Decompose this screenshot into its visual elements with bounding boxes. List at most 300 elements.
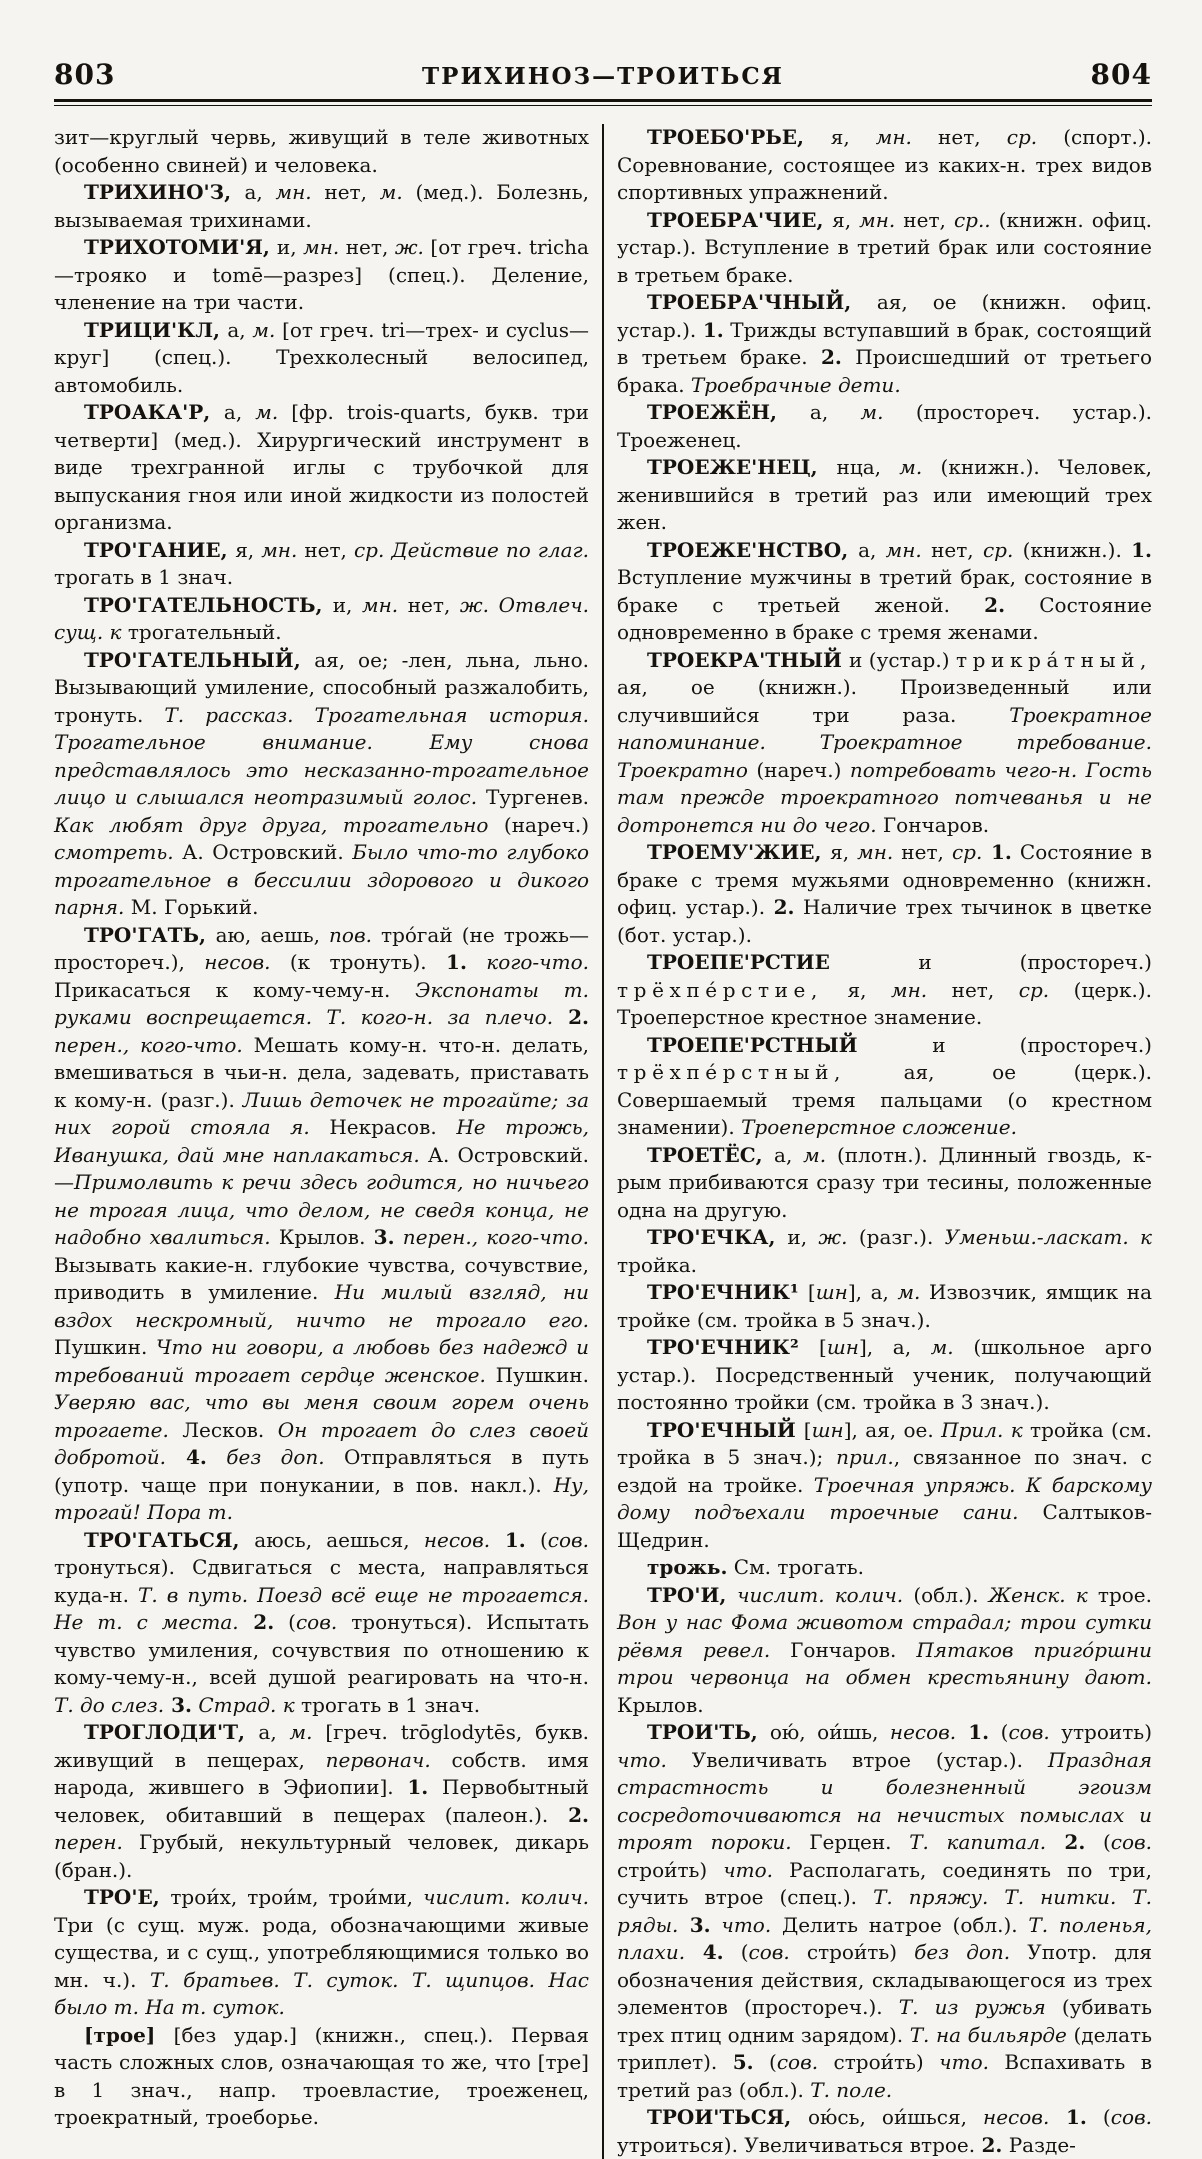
entry-headword-or-sense-number: ТРОЕЖЁН, xyxy=(647,400,810,424)
dictionary-entry xyxy=(54,124,589,179)
entry-text-run: Салтыков-Щедрин. xyxy=(617,1500,1152,1552)
dictionary-entry xyxy=(617,1224,1152,1279)
entry-text-run: Первобытный человек, обитавший в пещерах (палеон.). xyxy=(54,1775,589,1827)
entry-text-run: потребовать чего-н. Гость там прежде троекратного потчеванья и не дотронется ни до чего. xyxy=(617,757,1152,837)
entry-text-run: и, xyxy=(787,1225,819,1249)
entry-headword-or-sense-number: ТРО'ГАТЬСЯ, xyxy=(84,1527,255,1552)
entry-headword-or-sense-number: ТРО'ЕЧКА, xyxy=(647,1225,788,1249)
entry-headword-or-sense-number: [трое] xyxy=(84,2022,174,2047)
entry-text-run: Лесков. xyxy=(168,1417,278,1442)
entry-text-run: Вызывать какие-н. глубокие чувства, сочувствие, приводить в умиление. xyxy=(54,1252,589,1304)
entry-text-run: и (устар.) xyxy=(849,647,956,672)
entry-text-run: Лишь деточек не трогайте; за них горой стояла я. xyxy=(54,1087,589,1139)
dictionary-entry xyxy=(617,399,1152,454)
entry-text-run: мн. xyxy=(885,537,922,562)
dictionary-entry xyxy=(54,592,589,647)
entry-text-run: ая, ое (церк.). Совершаемый тремя пальцами (о крестном знамении). xyxy=(617,1060,1152,1139)
entry-text-run: ср. xyxy=(1018,977,1050,1002)
entry-text-run: что. xyxy=(710,1912,772,1937)
entry-text-run: Извозчик, ямщик на тройке (см. тройка в 5 знач.). xyxy=(617,1280,1152,1332)
entry-headword-or-sense-number: ТРОИ'ТЬСЯ, xyxy=(647,2105,808,2129)
entry-text-run: (плотн.). Длинный гвоздь, к-рым прибиваются сразу три тесины, положенные одна на другую. xyxy=(617,1142,1152,1222)
entry-text-run: ою́, ои́шь, xyxy=(769,1720,890,1744)
entry-text-run: Некрасов. xyxy=(309,1115,457,1139)
entry-headword-or-sense-number: 2. xyxy=(238,1610,275,1634)
entry-text-run: Располагать, соединять по три, сучить втрое (спец.). xyxy=(617,1857,1152,1909)
entry-text-run: тройка (см. тройка в 5 знач.); xyxy=(617,1417,1152,1469)
entry-text-run: что. xyxy=(939,2050,989,2074)
entry-headword-or-sense-number: ТРОЕЖЕ'НСТВО, xyxy=(647,537,859,562)
entry-headword-or-sense-number: 2. xyxy=(773,895,795,919)
entry-text-run: трёхпе́рстие, xyxy=(617,977,823,1002)
entry-text-run: нет, xyxy=(927,977,1019,1002)
entry-text-run: аюсь, аешься, xyxy=(254,1527,424,1552)
entry-text-run: (церк.). Троеперстное крестное знамение. xyxy=(617,977,1152,1029)
entry-text-run: что. xyxy=(617,1747,667,1772)
dictionary-entry xyxy=(54,179,589,234)
entry-text-run: Уверяю вас, что вы меня своим горем очень трогаете. xyxy=(54,1390,589,1442)
entry-text-run: Прил. к xyxy=(941,1417,1023,1442)
entry-text-run: а, xyxy=(223,400,256,424)
entry-text-run: нет, xyxy=(311,180,380,204)
entry-text-run: Троечная упряжь. К барскому дому подъехали троечные сани. xyxy=(617,1472,1152,1524)
entry-text-run: тройка. xyxy=(617,1252,698,1277)
entry-text-run: Вступление мужчины в третий брак, состояние в браке с третьей женой. xyxy=(617,565,1152,617)
entry-text-run: ( xyxy=(1085,1830,1111,1854)
entry-headword-or-sense-number: ТРО'ЕЧНИК¹ xyxy=(647,1280,808,1304)
entry-text-run: Т. рассказ. Трогательная история. Трогательное внимание. Ему снова представлялось это несказанно-трогательное лицо и слышался неотразимый голос. xyxy=(54,702,589,809)
entry-text-run: Состояние в браке с тремя мужьями одновременно (книжн. офиц. устар.). xyxy=(617,840,1153,919)
entry-headword-or-sense-number: ТРОЕТЁС, xyxy=(647,1142,775,1167)
entry-text-run: м. xyxy=(803,1142,827,1167)
entry-text-run: Вспахивать в третий раз (обл.). xyxy=(617,2050,1152,2102)
entry-text-run: нет, xyxy=(339,235,395,259)
entry-headword-or-sense-number: ТРОЕЖЕ'НЕЦ, xyxy=(647,455,837,479)
entry-text-run: Делить натрое (обл.). xyxy=(771,1912,1029,1937)
entry-text-run: нет, xyxy=(893,840,952,864)
entry-text-run: трогательный. xyxy=(121,620,282,644)
entry-text-run: шн xyxy=(811,1417,844,1442)
entry-text-run: ( xyxy=(525,1527,548,1552)
entry-text-run: м. xyxy=(252,317,276,342)
entry-text-run: [ xyxy=(819,1335,827,1359)
entry-text-run: мн. xyxy=(857,840,894,864)
entry-text-run: а, xyxy=(227,317,253,342)
entry-text-run: Не трожь, Иванушка, дай мне наплакаться. xyxy=(54,1115,589,1167)
entry-text-run: строи́ть) xyxy=(789,1940,915,1964)
entry-text-run: тронуться). Испытать чувство умиления, сочувствия по отношению к кому-чему-н., всей душой реагировать на что-н. xyxy=(54,1610,590,1689)
entry-text-run: (нареч.) xyxy=(488,812,590,837)
entry-text-run: строи́ть) xyxy=(617,1857,724,1882)
dictionary-entry xyxy=(617,1334,1152,1417)
entry-text-run: а, xyxy=(258,1720,290,1744)
entry-text-run: утроиться). Увеличиваться втрое. xyxy=(617,2132,982,2157)
entry-text-run: пов. xyxy=(329,922,372,947)
entry-text-run: шн xyxy=(815,1280,848,1304)
entry-text-run: ( xyxy=(1086,2105,1111,2129)
entry-text-run: Крылов. xyxy=(617,1692,704,1717)
dictionary-entry xyxy=(54,647,589,922)
entry-headword-or-sense-number: 1. xyxy=(982,840,1012,864)
entry-text-run: Происшедший от третьего брака. xyxy=(617,345,1152,397)
entry-text-run: трое. xyxy=(1087,1582,1152,1607)
dictionary-entry xyxy=(54,399,589,537)
dictionary-entry xyxy=(54,234,589,317)
entry-text-run: сов. xyxy=(295,1610,338,1634)
dictionary-entry xyxy=(54,922,589,1527)
entry-text-run: А. Островский.— xyxy=(54,1142,590,1194)
entry-text-run: смотреть. xyxy=(54,840,174,864)
entry-text-run: мн. xyxy=(890,977,928,1002)
entry-headword-or-sense-number: 1. xyxy=(407,1775,429,1799)
dictionary-entry xyxy=(617,289,1152,399)
entry-text-run: Троебрачные дети. xyxy=(690,372,901,397)
entry-text-run: сов. xyxy=(748,1940,790,1964)
entry-headword-or-sense-number: ТРО'ЕЧНИК² xyxy=(647,1335,819,1359)
entry-text-run: и (простореч.) xyxy=(918,950,1152,974)
entry-text-run: сов. xyxy=(1110,1830,1153,1854)
entry-headword-or-sense-number: 2. xyxy=(984,592,1006,617)
entry-text-run: несов. xyxy=(204,950,271,974)
entry-text-run: сов. xyxy=(776,2050,819,2074)
entry-text-run: ая, ое (книжн.). Произведенный или случившийся три раза. xyxy=(617,675,1152,727)
entry-text-run: Как любят друг друга, трогательно xyxy=(54,812,489,837)
entry-headword-or-sense-number: ТРО'ГАТЬ, xyxy=(84,922,216,947)
entry-text-run: (убивать трех птиц одним зарядом). xyxy=(617,1995,1152,2047)
entry-headword-or-sense-number: ТРОЕПЕ'РСТНЫЙ xyxy=(647,1032,933,1057)
entry-text-run: ая, ое (книжн. офиц. устар.). xyxy=(617,290,1152,342)
entry-text-run: трои́х, трои́м, трои́ми, xyxy=(170,1885,424,1909)
entry-text-run: а, xyxy=(244,180,276,204)
entry-text-run: Гончаров. xyxy=(876,812,990,837)
entry-text-run: Примолвить к речи здесь годится, но ничьего не трогая лица, что делом, не сведя конца, не надобно хвалиться. xyxy=(54,1170,589,1249)
entry-text-run: м. xyxy=(289,1720,313,1744)
entry-text-run: м. xyxy=(930,1335,954,1359)
entry-text-run: ], а, xyxy=(847,1280,898,1304)
entry-text-run: ср. xyxy=(982,537,1014,562)
entry-text-run: Увеличивать втрое (устар.). xyxy=(666,1747,1048,1772)
entry-text-run: и, xyxy=(276,235,304,259)
dictionary-entry xyxy=(617,454,1152,537)
entry-headword-or-sense-number: 3. xyxy=(164,1692,193,1717)
entry-text-run: тронуться). Сдвигаться с места, направляться куда-н. xyxy=(54,1555,589,1607)
entry-text-run: (книжн.). xyxy=(1013,537,1132,562)
dictionary-entry xyxy=(617,537,1152,647)
entry-text-run: А. Островский. xyxy=(173,840,353,864)
entry-text-run: я, xyxy=(822,977,891,1002)
entry-headword-or-sense-number: 4. xyxy=(685,1940,724,1964)
entry-text-run: (книжн.). Человек, женившийся в третий раз или имеющий трех жен. xyxy=(617,455,1152,534)
dictionary-entry xyxy=(617,1279,1152,1334)
entry-text-run: [фр. trois-quarts, букв. три четверти] (мед.). Хирургический инструмент в виде трехгранной иглы с трубочкой для выпускания гноя или иной жидкости из полостей организма. xyxy=(54,400,590,534)
header-rule xyxy=(54,99,1152,106)
page-number-left: 803 xyxy=(54,58,116,91)
dictionary-entry xyxy=(617,2104,1152,2159)
entry-text-run: Страд. к xyxy=(192,1692,295,1717)
entry-text-run: (мед.). Болезнь, вызываемая трихинами. xyxy=(54,180,590,232)
entry-headword-or-sense-number: ТРО'И, xyxy=(647,1582,738,1607)
entry-text-run: Прикасаться к кому-чему-н. xyxy=(54,977,416,1002)
entry-text-run: Разде- xyxy=(1002,2132,1076,2157)
entry-headword-or-sense-number: ТРО'ЕЧНЫЙ xyxy=(647,1417,804,1442)
entry-text-run: Пушкин. xyxy=(54,1335,156,1359)
entry-text-run: Отправляться в путь (употр. чаще при понукании, в пов. накл.). xyxy=(54,1445,590,1497)
entry-text-run: Т. пряжу. Т. нитки. Т. ряды. xyxy=(617,1885,1153,1937)
entry-text-run: Ну, трогай! Пора т. xyxy=(54,1472,589,1524)
entry-text-run: Состояние одновременно в браке с тремя женами. xyxy=(617,592,1152,644)
entry-text-run: (делать триплет). xyxy=(617,2022,1152,2074)
dictionary-entry xyxy=(54,2022,589,2132)
entry-text-run: Мешать кому-н. что-н. делать, вмешиваться в чьи-н. дела, задевать, приставать к кому-н. (разг.). xyxy=(54,1032,590,1112)
entry-text-run: Употр. для обозначения действия, складывающегося из трех элементов (простореч.). xyxy=(617,1940,1153,2019)
entry-text-run: кого-что. xyxy=(466,950,589,974)
entry-headword-or-sense-number: 1. xyxy=(446,950,467,974)
entry-text-run: несов. xyxy=(889,1720,957,1744)
entry-text-run: числит. колич. xyxy=(423,1885,590,1909)
entry-text-run: См. трогать. xyxy=(727,1555,865,1579)
dictionary-entry xyxy=(54,537,589,592)
text-columns xyxy=(54,124,1152,2159)
entry-text-run: м. xyxy=(860,400,884,424)
entry-text-run: прил. xyxy=(836,1445,894,1469)
dictionary-entry xyxy=(617,124,1152,207)
entry-text-run: трёхпе́рстный, xyxy=(617,1060,846,1084)
entry-text-run: (обл.). xyxy=(903,1582,989,1607)
entry-headword-or-sense-number: ТРО'ГАТЕЛЬНОСТЬ, xyxy=(84,592,333,617)
entry-text-run: перен., кого-что. xyxy=(394,1225,589,1249)
entry-headword-or-sense-number: трожь. xyxy=(647,1555,728,1579)
entry-text-run: без доп. xyxy=(914,1940,1011,1964)
entry-text-run: (школьное арго устар.). Посредственный ученик, получающий постоянно тройки (см. тройка в 3 знач.). xyxy=(617,1335,1152,1414)
entry-text-run: м. xyxy=(379,180,403,204)
entry-headword-or-sense-number: 1. xyxy=(956,1720,990,1744)
entry-text-run: Праздная страстность и болезненный эгоизм сосредоточиваются на нечистых помыслах и троят пороки. xyxy=(617,1747,1152,1854)
page-number-right: 804 xyxy=(1090,58,1152,91)
entry-text-run: Ни милый взгляд, ни вздох нескромный, ничто не трогало его. xyxy=(54,1280,589,1332)
dictionary-entry xyxy=(617,1582,1152,1720)
entry-text-run: ср. xyxy=(1006,125,1038,149)
entry-headword-or-sense-number: ТРИХИНО'З, xyxy=(84,180,245,204)
entry-text-run: несов. xyxy=(983,2105,1050,2129)
entry-headword-or-sense-number: ТРОЕБО'РЬЕ, xyxy=(647,125,831,149)
entry-text-run: мн. xyxy=(275,180,312,204)
entry-text-run: м. xyxy=(255,400,279,424)
entry-text-run: Т. поле. xyxy=(810,2077,893,2102)
entry-headword-or-sense-number: 1. xyxy=(490,1527,526,1552)
entry-text-run: я, xyxy=(830,125,876,149)
entry-text-run: я, xyxy=(830,840,858,864)
entry-text-run: , связанное по знач. с ездой на тройке. xyxy=(617,1445,1152,1497)
entry-text-run: что. xyxy=(723,1857,774,1882)
entry-headword-or-sense-number: 2. xyxy=(553,1005,589,1029)
entry-text-run: [от греч. tricha—трояко и tomē—разрез] (спец.). Деление, членение на три части. xyxy=(54,235,589,314)
entry-text-run: ], ая, ое. xyxy=(843,1417,942,1442)
entry-headword-or-sense-number: 2. xyxy=(1046,1830,1086,1854)
entry-text-run: ою́сь, ои́шься, xyxy=(807,2105,984,2129)
entry-text-run: [ xyxy=(807,1280,816,1304)
entry-headword-or-sense-number: 1. xyxy=(702,317,724,342)
entry-text-run: [без удар.] (книжн., спец.). Первая часть сложных слов, означающая то же, что [тре] в 1 знач., напр. троевластие, троеженец, троекратный, троеборье. xyxy=(54,2022,589,2129)
entry-headword-or-sense-number: ТРОИ'ТЬ, xyxy=(647,1720,770,1744)
entry-text-run: Т. братьев. Т. суток. Т. щипцов. Нас было т. На т. суток. xyxy=(54,1967,589,2019)
entry-text-run: первонач. xyxy=(325,1747,431,1772)
entry-text-run: Экспонаты т. руками воспрещается. Т. кого-н. за плечо. xyxy=(54,977,589,1029)
entry-text-run: я, xyxy=(832,207,860,232)
entry-headword-or-sense-number: ТРОЕКРА'ТНЫЙ xyxy=(647,647,849,672)
entry-text-run: зит—круглый червь, живущий в теле животных (особенно свиней) и человека. xyxy=(54,125,589,177)
entry-text-run: (спорт.). Соревнование, состоящее из каких-н. трех видов спортивных упражнений. xyxy=(617,125,1152,204)
dictionary-entry xyxy=(617,1417,1152,1555)
entry-text-run: утроить) xyxy=(1049,1720,1152,1744)
entry-text-run: собств. имя народа, жившего в Эфиопии]. xyxy=(54,1747,589,1799)
entry-text-run: м. xyxy=(899,455,923,479)
entry-text-run: Пушкин. xyxy=(485,1362,589,1387)
dictionary-entry xyxy=(617,839,1152,949)
entry-text-run: М. Горький. xyxy=(124,895,259,919)
entry-text-run: без доп. xyxy=(206,1445,325,1469)
entry-text-run: Что ни говори, а любовь без надежд и требований трогает сердце женское. xyxy=(54,1335,589,1387)
entry-text-run: Т. на бильярде xyxy=(909,2022,1067,2047)
entry-text-run: Т. в путь. Поезд всё еще не трогается. Не т. с места. xyxy=(54,1582,589,1634)
entry-text-run: ср. Действие по глаг. xyxy=(353,537,589,562)
entry-headword-or-sense-number: 4. xyxy=(166,1445,207,1469)
entry-headword-or-sense-number: ТРОЕБРА'ЧНЫЙ, xyxy=(647,290,877,314)
running-title: ТРИХИНОЗ—ТРОИТЬСЯ xyxy=(422,63,784,90)
entry-headword-or-sense-number: ТРОГЛОДИ'Т, xyxy=(84,1720,259,1744)
entry-text-run: сов. xyxy=(547,1527,590,1552)
entry-text-run: Трижды вступавший в брак, состоящий в третьем браке. xyxy=(617,317,1152,369)
entry-text-run: (разг.). xyxy=(847,1225,945,1249)
entry-text-run: а, xyxy=(858,537,886,562)
entry-text-run: [греч. trōglodytēs, букв. живущий в пещерах, xyxy=(54,1720,590,1772)
entry-text-run: и (простореч.) xyxy=(932,1032,1152,1057)
entry-text-run: Тургенев. xyxy=(477,785,589,809)
entry-text-run: трогать в 1 знач. xyxy=(54,565,234,589)
entry-text-run: а, xyxy=(809,400,861,424)
entry-text-run: Вон у нас Фома животом страдал; трои сутки рёвмя ревел. xyxy=(617,1610,1152,1662)
entry-text-run: сов. xyxy=(1008,1720,1050,1744)
entry-text-run: перен., кого-что. xyxy=(54,1032,243,1057)
entry-text-run: [от греч. tri—трех- и cyclus—круг] (спец.). Трехколесный велосипед, автомобиль. xyxy=(54,317,589,397)
entry-headword-or-sense-number: 1. xyxy=(1049,2105,1087,2129)
entry-headword-or-sense-number: ТРОЕМУ'ЖИЕ, xyxy=(647,840,831,864)
entry-text-run: несов. xyxy=(423,1527,491,1552)
dictionary-entry xyxy=(617,647,1152,840)
entry-text-run: Было что-то глубоко трогательное в бессилии здорового и дикого парня. xyxy=(54,840,589,919)
entry-text-run: нет, xyxy=(398,592,460,617)
entry-text-run: (к тронуть). xyxy=(270,950,447,974)
right-column xyxy=(604,124,1152,2159)
entry-headword-or-sense-number: 1. xyxy=(1131,537,1152,562)
entry-text-run: ср.. xyxy=(953,207,991,232)
entry-text-run: Грубый, некультурный человек, дикарь (бран.). xyxy=(54,1830,589,1882)
dictionary-entry xyxy=(617,949,1152,1032)
entry-headword-or-sense-number: ТРО'ГАТЕЛЬНЫЙ, xyxy=(84,647,315,672)
entry-headword-or-sense-number: ТРОЕБРА'ЧИЕ, xyxy=(647,207,833,232)
entry-text-run: Крылов. xyxy=(270,1225,374,1249)
entry-text-run: Троекратное напоминание. Троекратное требование. Троекратно xyxy=(617,702,1152,782)
entry-text-run: ж. xyxy=(394,235,424,259)
entry-text-run: ( xyxy=(989,1720,1009,1744)
entry-text-run: Т. до слез. xyxy=(54,1692,165,1717)
dictionary-entry xyxy=(617,1719,1152,2104)
entry-text-run: м. xyxy=(897,1280,921,1304)
dictionary-entry xyxy=(54,1527,589,1720)
entry-headword-or-sense-number: ТРО'Е, xyxy=(84,1885,171,1909)
entry-headword-or-sense-number: ТРО'ГАНИЕ, xyxy=(84,537,236,562)
entry-headword-or-sense-number: 5. xyxy=(732,2050,754,2074)
entry-text-run: мн. xyxy=(361,592,399,617)
entry-text-run: Гончаров. xyxy=(770,1637,917,1662)
dictionary-entry xyxy=(617,1554,1152,1582)
entry-text-run: а, xyxy=(774,1142,804,1167)
dictionary-entry xyxy=(54,1884,589,2022)
entry-text-run: ( xyxy=(274,1610,296,1634)
entry-headword-or-sense-number: 2. xyxy=(568,1802,589,1827)
entry-text-run: (книжн. офиц. устар.). Вступление в третий брак или состояние в третьем браке. xyxy=(617,207,1153,287)
entry-headword-or-sense-number: 2. xyxy=(981,2132,1003,2157)
dictionary-entry xyxy=(617,1032,1152,1142)
dictionary-entry xyxy=(54,317,589,400)
entry-text-run: Он трогает до слез своей добротой. xyxy=(54,1417,589,1469)
dictionary-entry xyxy=(617,1142,1152,1225)
entry-text-run: трикра́тный, xyxy=(955,647,1152,672)
entry-text-run: (простореч. устар.). Троеженец. xyxy=(617,400,1152,452)
entry-text-run: ж. Отвлеч. сущ. к xyxy=(54,592,589,644)
entry-text-run: Женск. к xyxy=(988,1582,1088,1607)
entry-text-run: Т. из ружья xyxy=(898,1995,1046,2019)
left-column xyxy=(54,124,602,2159)
entry-text-run: Т. капитал. xyxy=(909,1830,1047,1854)
entry-text-run: шн xyxy=(826,1335,859,1359)
dictionary-entry xyxy=(617,207,1152,290)
entry-text-run: я, xyxy=(235,537,262,562)
entry-text-run: ( xyxy=(753,2050,777,2074)
entry-text-run: Наличие трех тычинок в цветке (бот. устар.). xyxy=(617,895,1152,947)
entry-text-run: и, xyxy=(332,592,362,617)
entry-text-run: числит. колич. xyxy=(737,1582,904,1607)
entry-headword-or-sense-number: ТРОАКА'Р, xyxy=(84,400,224,424)
entry-headword-or-sense-number: 2. xyxy=(820,345,842,369)
entry-text-run: нет, xyxy=(895,207,954,232)
entry-text-run: Пятаков приго́ршни трои червонца на обмен крестьянину дают. xyxy=(617,1637,1152,1689)
entry-text-run: [ xyxy=(803,1417,812,1442)
entry-text-run: ср. xyxy=(951,840,983,864)
entry-text-run: Три (с сущ. муж. рода, обозначающими живые существа, и с сущ., употребляющимися только во мн. ч.). xyxy=(54,1912,589,1992)
entry-text-run: мн. xyxy=(303,235,340,259)
entry-text-run: нет, xyxy=(921,537,983,562)
entry-text-run: мн. xyxy=(875,125,912,149)
entry-text-run: Герцен. xyxy=(791,1830,910,1854)
entry-text-run: перен. xyxy=(54,1830,123,1854)
entry-headword-or-sense-number: 3. xyxy=(678,1912,711,1937)
running-head xyxy=(54,58,1152,91)
entry-text-run: мн. xyxy=(859,207,896,232)
entry-text-run: мн. xyxy=(261,537,298,562)
entry-text-run: ], а, xyxy=(858,1335,931,1359)
entry-text-run: ж. xyxy=(818,1225,848,1249)
entry-headword-or-sense-number: ТРИХОТОМИ'Я, xyxy=(84,235,277,259)
entry-text-run: трогать в 1 знач. xyxy=(294,1692,481,1717)
entry-text-run: нет, xyxy=(297,537,354,562)
entry-text-run: нет, xyxy=(911,125,1007,149)
entry-text-run: ая, ое; -лен, льна, льно. Вызывающий умиление, способный разжалобить, тронуть. xyxy=(54,647,589,727)
entry-text-run: Троеперстное сложение. xyxy=(741,1115,1017,1139)
entry-text-run: сов. xyxy=(1110,2105,1152,2129)
entry-text-run: тро́гай (не трожь—простореч.), xyxy=(54,922,589,974)
entry-text-run: строи́ть) xyxy=(818,2050,940,2074)
entry-headword-or-sense-number: 3. xyxy=(373,1225,395,1249)
